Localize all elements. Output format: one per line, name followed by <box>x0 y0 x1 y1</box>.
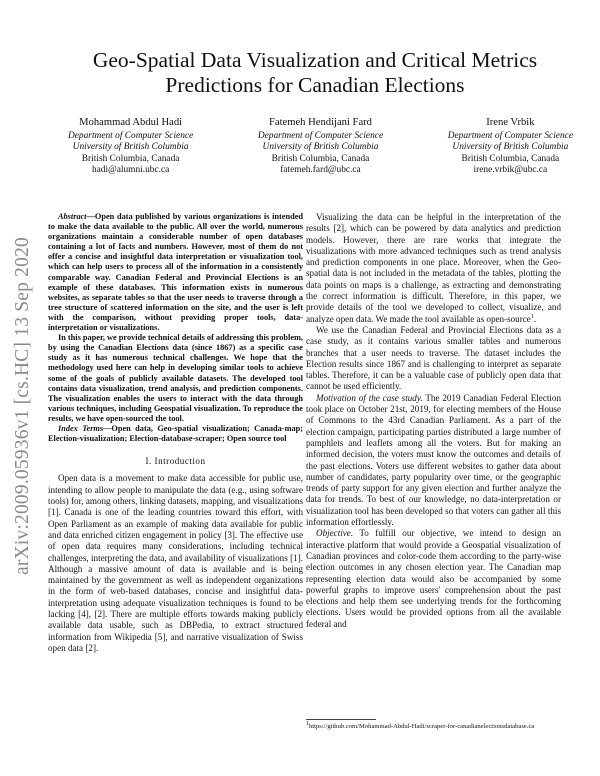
right-paragraph-2: We use the Canadian Federal and Provincial Elections data as a case study, as it contains various smaller tables and numerous branches that a user needs to traverse. The dataset includes the Election results since 1867 and is challenging to interpret as separate tables. Therefore, it can be a valuable case of publicly open data that cannot be used efficiently. <box>306 324 561 392</box>
index-terms-text: —Open data, Geo-spatial visualization; Canada-map; Election-visualization; Election-database-scraper; Open source tool <box>48 423 304 444</box>
abstract <box>48 212 303 444</box>
footnote-link[interactable]: https://github.com/Mohammad-Abdul-Hadi/scraper-for-canadianelectionsdatabase.ca <box>309 723 535 730</box>
right-paragraph-1: Visualizing the data can be helpful in the interpretation of the results [2], which can be powered by data analytics and prediction models. However, there are rare works that integrate the visualizations with more advanced techniques such as trend analysis and prediction components in one place. Moreover, when the Geo-spatial data is not included in the metadata of the tables, plotting the data points on maps is a challenge, as extracting and demonstrating the correct information is difficult. Therefore, in this paper, we provide details of the tool we developed to collect, visualize, and analyze open data. We made the tool available as open-source$^1$. <box>306 212 561 324</box>
abstract-lead: Abstract <box>58 212 87 221</box>
title-line-2: Predictions for Canadian Elections <box>165 73 465 97</box>
author-email: hadi@alumni.ubc.ca <box>91 165 170 176</box>
title-line-1: Geo-Spatial Data Visualization and Critical Metrics <box>92 48 538 72</box>
right-column <box>306 212 561 630</box>
author-department: Department of Computer Science <box>257 130 384 141</box>
motivation-text: The 2019 Canadian Federal Election took place on October 21st, 2019, for electing members of the House of Commons to the 43rd Canadian Parliament. As a part of the election campaign, participating parties distributed a large number of pamphlets and leaflets among all the voters. But for making an informed decision, the voters must know the outcomes and details of the past elections. Voters use different websites to gather data about number of candidates, party popularity over time, or the geographic trends of party support for any given election and further analyze the data for trends. To best of our knowledge, no data-interpretation or visualization tool has been developed so that voters can gather all this information effortlessly. <box>306 392 561 528</box>
author-department: Department of Computer Science <box>447 130 573 141</box>
motivation-lead: Motivation of the case study. <box>316 392 423 403</box>
author-name: Mohammad Abdul Hadi <box>79 117 183 128</box>
abstract-text-1: —Open data published by various organizations is intended to make the data available to the public. All over the world, numerous organizations maintain a considerable number of open databases containing a lot of facts and numbers. However, most of them do not offer a concise and insightful data interpretation or visualization tool, which can help users to process all of the information in a consistently comparable way. Canadian Federal and Provincial Elections is an example of these databases. This information exists in numerous websites, as separate tables so that the user needs to traverse through a tree structure of scattered information on the site, and the user is left with the comparison, without providing proper tools, data-interpretation or visualizations. <box>48 212 303 333</box>
footnote-rule <box>306 719 376 720</box>
index-terms-lead: Index Terms <box>58 423 104 433</box>
footnote-mark: 1 <box>306 720 309 727</box>
footnote-reference: 1 <box>530 313 534 320</box>
author-location: British Columbia, Canada <box>461 153 560 164</box>
author-university: University of British Columbia <box>452 142 569 153</box>
intro-paragraph-1: Open data is a movement to make data accessible for public use, intending to allow people to manipulate the data (e.g., using software tools) for, among others, linking datasets, mapping, and visualizations [1]. Canada is one of the leading countries toward this effort, with Open Parliament as an example of making data available for public and data enriched citizen engagement in policy [3]. The effective use of open data requires many considerations, including technical challenges, interpreting the data, and availability of visualizations [1]. Although a massive amount of data is available and is being maintained by the government as well as independent organizations in the form of web-based databases, concise and insightful data-interpretation using adequate visualization techniques is found to be lacking [4], [2]. There are multiple efforts towards making publicly available data usable, such as DBPedia, to extract structured information from Wikipedia [5], and narrative visualization of Swiss open data [2]. <box>48 473 303 653</box>
author-university: University of British Columbia <box>262 142 379 153</box>
author-name: Irene Vrbik <box>486 117 535 128</box>
section-heading-introduction: I. Introduction <box>145 456 206 467</box>
author-location: British Columbia, Canada <box>271 153 370 164</box>
objective-paragraph <box>306 528 561 630</box>
index-terms <box>48 424 303 444</box>
motivation-paragraph <box>306 393 561 529</box>
author-block <box>68 117 573 177</box>
author-location: British Columbia, Canada <box>81 153 180 164</box>
author-name: Fatemeh Hendijani Fard <box>269 117 372 128</box>
author-university: University of British Columbia <box>72 142 189 153</box>
right-paragraph-1-text: Visualizing the data can be helpful in the interpretation of the results [2], which can be powered by data analytics and prediction models. However, there are rare works that integrate the visualizations with more advanced techniques such as trend analysis and prediction components in one place. Moreover, when the Geo-spatial data is not included in the metadata of the tables, plotting the data points on maps is a challenge, as extracting and demonstrating the correct information is difficult. Therefore, in this paper, we provide details of the tool we developed to collect, visualize, and analyze open data. We made the tool available as open-source <box>306 212 561 324</box>
author-department: Department of Computer Science <box>68 130 194 141</box>
author-email: irene.vrbik@ubc.ca <box>473 165 548 176</box>
left-column <box>48 212 303 654</box>
author-email: fatemeh.fard@ubc.ca <box>280 165 361 176</box>
paper-title <box>40 48 590 98</box>
objective-text: To fulfill our objective, we intend to design an interactive platform that would provide a Geospatial visualization of Canadian provinces and color-code them according to the party-wise election outcomes in any chosen election year. The Canadian map representing election data would also be accompanied by some powerful graphs to improve users' comprehension about the past elections and help them see underlying trends for the forthcoming elections. Users would be provided options from all the available federal and <box>306 528 561 629</box>
footnote <box>306 719 561 731</box>
arxiv-stamp-text: arXiv:2009.05936v1 [cs.HC] 13 Sep 2020 <box>12 237 33 575</box>
author-2 <box>258 117 383 177</box>
author-1 <box>68 117 193 177</box>
abstract-paragraph-2: In this paper, we provide technical details of addressing this problem, by using the Canadian Elections data (since 1867) as a specific case study as it has numerous technical challenges. We hope that the methodology used here can help in developing similar tools to achieve some of the goals of publicly available datasets. The developed tool contains data visualization, trend analysis, and prediction components. The visualization enables the users to interact with the data through various techniques, including Geospatial visualization. To reproduce the results, we have open-sourced the tool. <box>48 333 303 423</box>
objective-lead: Objective. <box>316 528 354 539</box>
abstract-paragraph-1 <box>48 212 303 333</box>
author-3 <box>448 117 573 177</box>
arxiv-identifier-stamp <box>8 196 38 616</box>
